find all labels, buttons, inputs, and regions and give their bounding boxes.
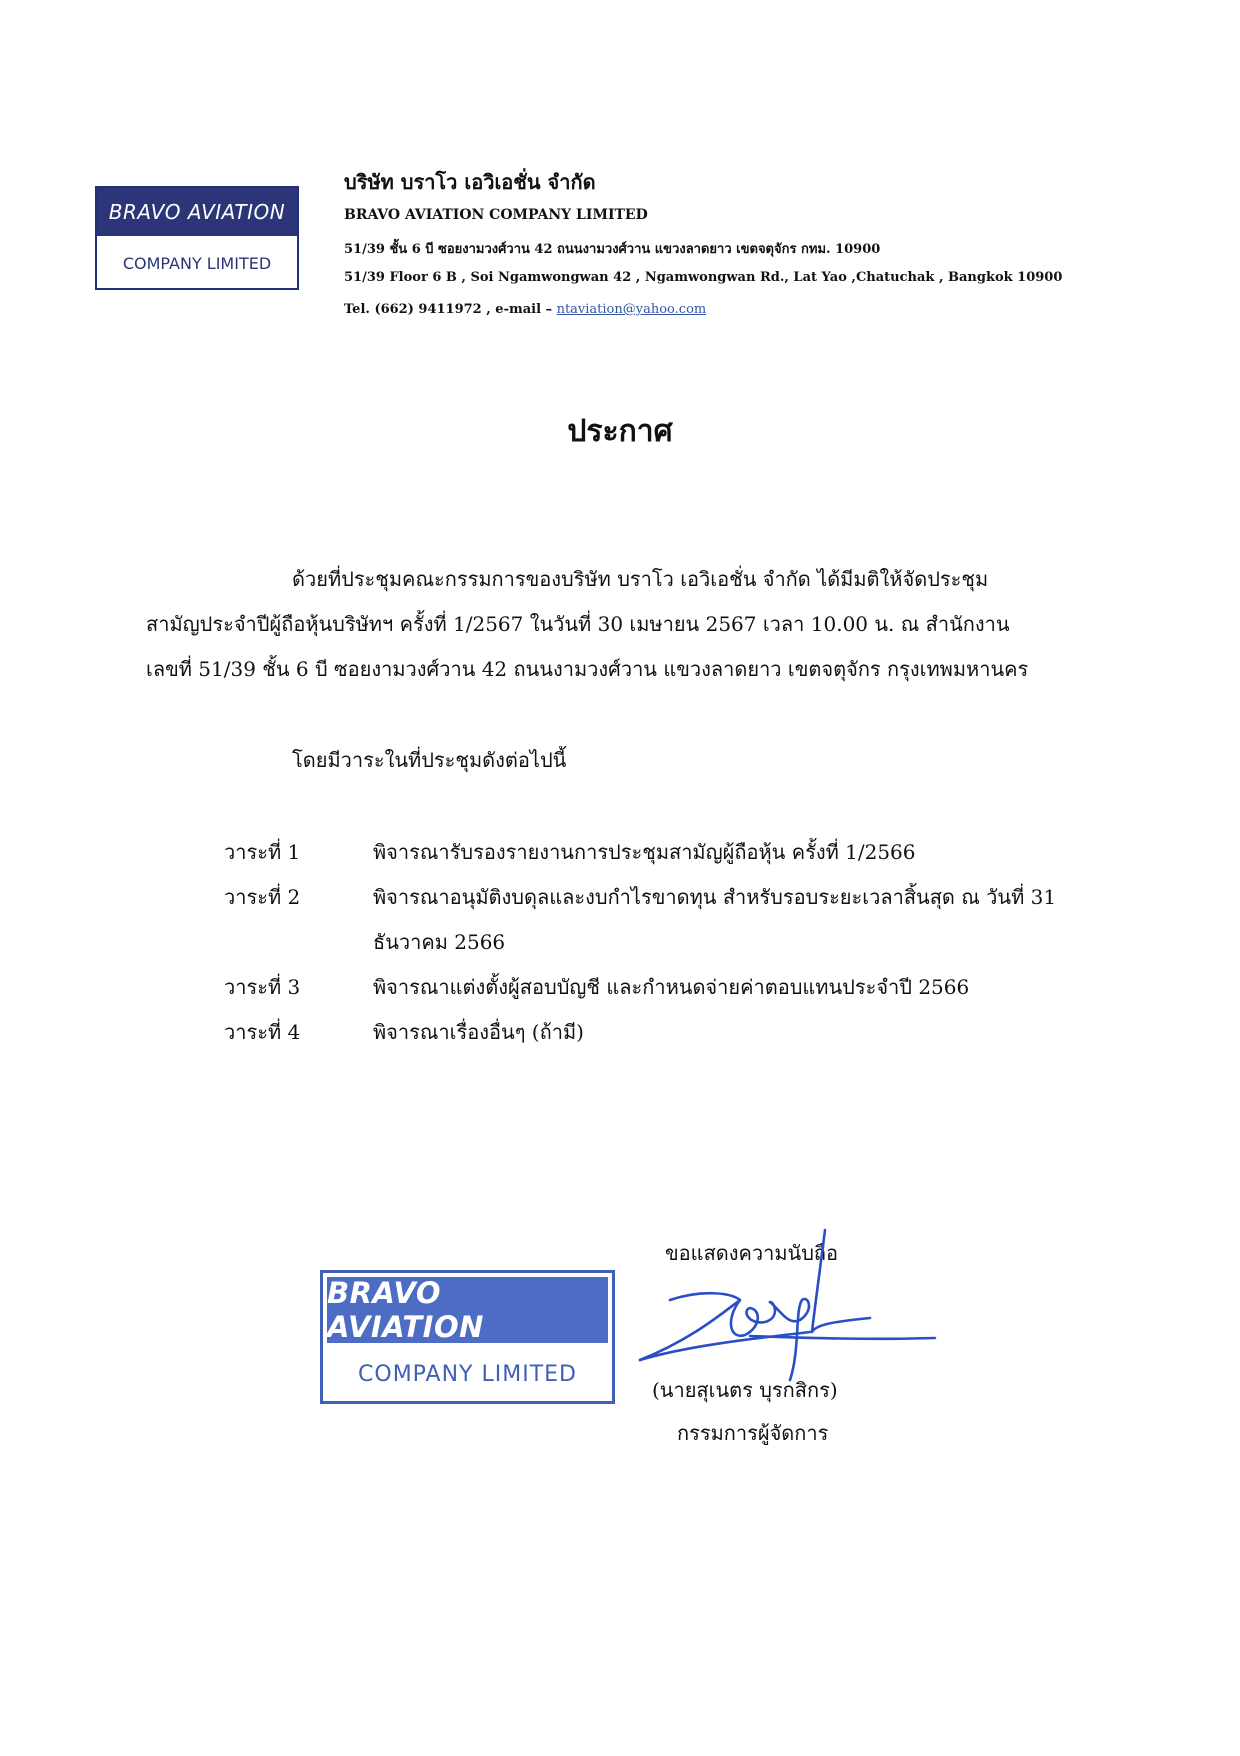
page-title: ประกาศ — [567, 414, 673, 449]
agenda-4-label: วาระที่ 4 — [224, 1020, 301, 1044]
agenda-2-text-continued: ธันวาคม 2566 — [373, 930, 506, 954]
email-link[interactable]: ntaviation@yahoo.com — [556, 302, 707, 317]
agenda-4-text: พิจารณาเรื่องอื่นๆ (ถ้ามี) — [373, 1020, 584, 1044]
agenda-3-text: พิจารณาแต่งตั้งผู้สอบบัญชี และกำหนดจ่ายค่าตอบแทนประจำปี 2566 — [373, 975, 970, 999]
body-line-1: ด้วยที่ประชุมคณะกรรมการของบริษัท บราโว เอวิเอชั่น จำกัด ได้มีมติให้จัดประชุม — [292, 567, 989, 591]
agenda-intro: โดยมีวาระในที่ประชุมดังต่อไปนี้ — [292, 748, 567, 772]
stamp-line-1: BRAVO AVIATION — [327, 1277, 608, 1343]
agenda-1-text: พิจารณารับรองรายงานการประชุมสามัญผู้ถือหุ้น ครั้งที่ 1/2566 — [373, 840, 916, 864]
company-name-english: BRAVO AVIATION COMPANY LIMITED — [344, 207, 648, 223]
body-line-2: สามัญประจำปีผู้ถือหุ้นบริษัทฯ ครั้งที่ 1/2567 ในวันที่ 30 เมษายน 2567 เวลา 10.00 น. ณ สำนักงาน — [146, 612, 1010, 636]
signature-stroke-6 — [750, 1336, 935, 1339]
signer-position: กรรมการผู้จัดการ — [677, 1421, 829, 1445]
logo-line-2: COMPANY LIMITED — [122, 253, 272, 273]
company-name-thai: บริษัท บราโว เอวิเอชั่น จำกัด — [344, 170, 596, 194]
company-logo — [95, 186, 299, 290]
signature-stroke-5 — [812, 1230, 870, 1332]
logo-line-1: BRAVO AVIATION — [97, 188, 297, 236]
agenda-1-label: วาระที่ 1 — [224, 840, 301, 864]
agenda-3-label: วาระที่ 3 — [224, 975, 301, 999]
stamp-line-2: COMPANY LIMITED — [358, 1361, 577, 1387]
signer-name: (นายสุเนตร บุรกสิกร) — [652, 1378, 838, 1402]
body-line-3: เลขที่ 51/39 ชั้น 6 บี ซอยงามวงศ์วาน 42 ถนนงามวงศ์วาน แขวงลาดยาว เขตจตุจักร กรุงเทพมหานคร — [146, 657, 1029, 681]
contact-line — [344, 302, 706, 317]
telephone: Tel. (662) 9411972 , e-mail – — [344, 302, 557, 317]
signature-stroke-1 — [640, 1293, 740, 1360]
address-english: 51/39 Floor 6 B , Soi Ngamwongwan 42 , Ngamwongwan Rd., Lat Yao ,Chatuchak , Bangkok 10900 — [344, 270, 1063, 285]
signature-stroke-3 — [731, 1300, 775, 1336]
company-stamp — [320, 1270, 615, 1404]
agenda-2-text: พิจารณาอนุมัติงบดุลและงบกำไรขาดทุน สำหรับรอบระยะเวลาสิ้นสุด ณ วันที่ 31 — [373, 885, 1057, 909]
agenda-2-label: วาระที่ 2 — [224, 885, 301, 909]
closing-text: ขอแสดงความนับถือ — [665, 1241, 839, 1265]
signature — [630, 1210, 950, 1390]
address-thai: 51/39 ชั้น 6 บี ซอยงามวงศ์วาน 42 ถนนงามวงศ์วาน แขวงลาดยาว เขตจตุจักร กทม. 10900 — [344, 242, 881, 257]
